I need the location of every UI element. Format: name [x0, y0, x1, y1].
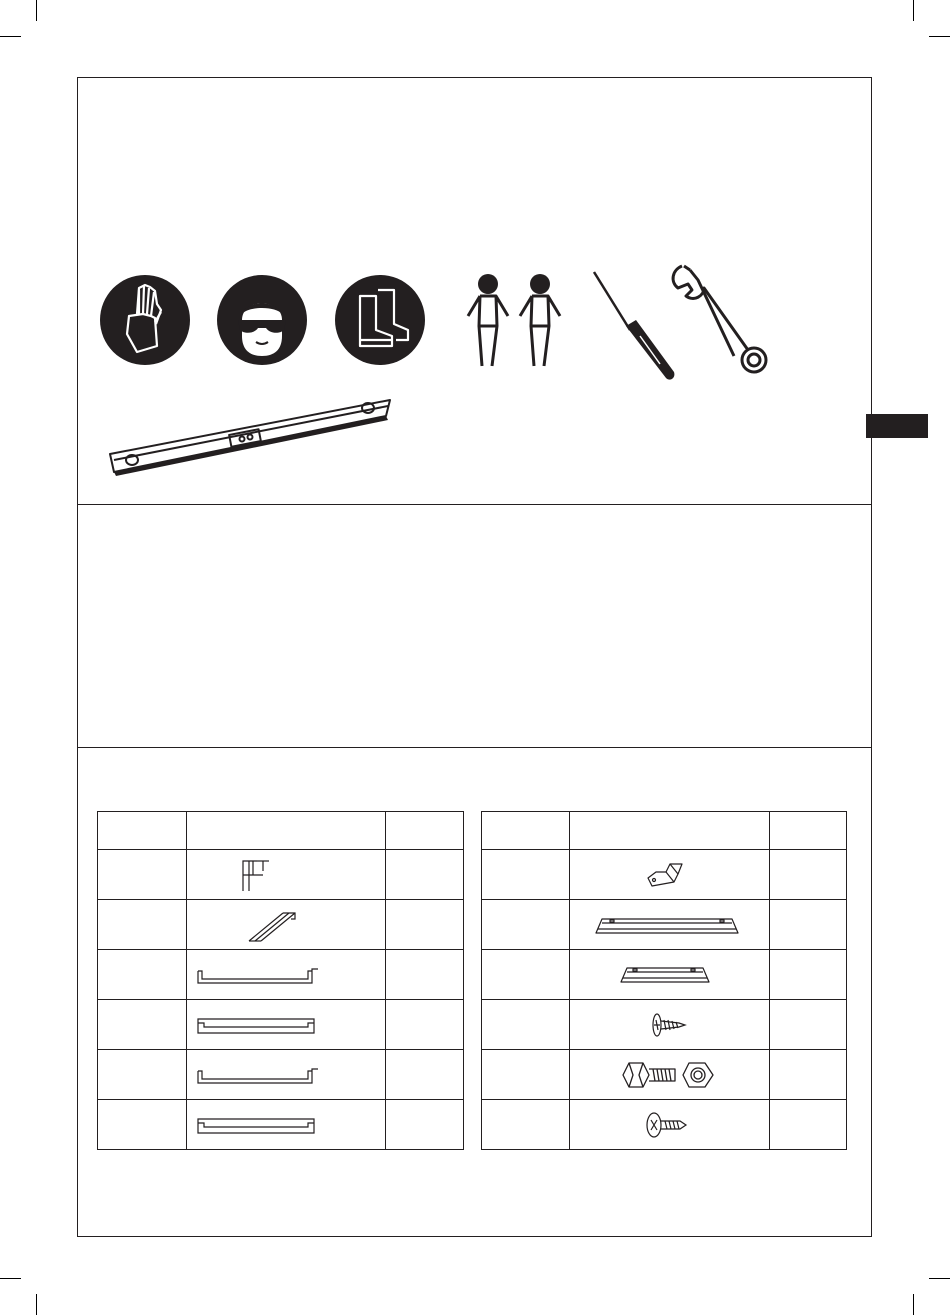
part-quantity: [770, 950, 847, 1000]
channel-bar-icon: [196, 1013, 376, 1037]
table-row: [482, 1000, 847, 1050]
table-row: [98, 1000, 464, 1050]
part-id: [98, 850, 187, 900]
part-quantity: [386, 850, 464, 900]
gloves-icon: [99, 274, 191, 366]
table-header-row: [98, 812, 464, 850]
part-quantity: [386, 1100, 464, 1150]
rail-profile-icon: [247, 907, 307, 943]
header-part-image: [186, 812, 386, 850]
part-image: [569, 1050, 770, 1100]
part-quantity: [770, 1000, 847, 1050]
language-tab: [866, 414, 928, 438]
header-quantity: [386, 812, 464, 850]
part-quantity: [386, 900, 464, 950]
part-image: [569, 900, 770, 950]
wrench-icon: [668, 260, 772, 376]
table-row: [98, 1100, 464, 1150]
part-image: [569, 950, 770, 1000]
part-id: [482, 1000, 570, 1050]
table-row: [482, 950, 847, 1000]
table-row: [482, 1100, 847, 1150]
part-quantity: [770, 1100, 847, 1150]
crop-mark: [36, 1294, 37, 1315]
crop-mark: [0, 1278, 21, 1279]
part-id: [98, 1100, 187, 1150]
part-quantity: [386, 1000, 464, 1050]
channel-bar-flanged-icon: [196, 1063, 376, 1087]
self-tapping-screw-icon: [649, 1010, 689, 1040]
table-row: [98, 900, 464, 950]
part-image: [569, 1000, 770, 1050]
part-id: [482, 950, 570, 1000]
safety-glasses-icon: [216, 274, 308, 366]
section-divider: [77, 747, 872, 748]
two-persons-icon: [462, 272, 566, 370]
parts-table-right: [481, 811, 847, 1150]
part-quantity: [770, 900, 847, 950]
corner-bracket-icon: [239, 857, 299, 893]
table-row: [98, 1050, 464, 1100]
crop-mark: [913, 1294, 914, 1315]
part-id: [98, 950, 187, 1000]
section-divider: [77, 504, 872, 505]
channel-bar-icon: [196, 1113, 376, 1137]
table-row: [98, 950, 464, 1000]
part-quantity: [770, 1050, 847, 1100]
crop-mark: [929, 36, 950, 37]
part-id: [98, 1000, 187, 1050]
crop-mark: [0, 36, 21, 37]
part-image: [186, 1050, 386, 1100]
part-image: [186, 1000, 386, 1050]
header-part-id: [98, 812, 187, 850]
bent-plate-icon: [644, 860, 694, 890]
crop-mark: [913, 0, 914, 21]
crop-mark: [36, 0, 37, 21]
part-id: [482, 1050, 570, 1100]
part-image: [186, 1100, 386, 1150]
table-row: [482, 900, 847, 950]
part-image: [186, 950, 386, 1000]
part-quantity: [386, 1050, 464, 1100]
part-id: [482, 900, 570, 950]
spirit-level-icon: [106, 394, 396, 478]
part-image: [186, 900, 386, 950]
short-strip-icon: [619, 964, 719, 986]
part-quantity: [770, 850, 847, 900]
self-drilling-screw-icon: [644, 1110, 694, 1140]
part-image: [569, 1100, 770, 1150]
table-row: [482, 850, 847, 900]
parts-table-left: [97, 811, 464, 1150]
safety-boots-icon: [334, 274, 426, 366]
header-part-id: [482, 812, 570, 850]
bolt-and-nut-icon: [619, 1055, 719, 1095]
long-strip-icon: [594, 913, 744, 937]
part-image: [186, 850, 386, 900]
part-quantity: [386, 950, 464, 1000]
header-part-image: [569, 812, 770, 850]
table-header-row: [482, 812, 847, 850]
part-id: [482, 850, 570, 900]
part-image: [569, 850, 770, 900]
part-id: [98, 1050, 187, 1100]
part-id: [98, 900, 187, 950]
table-row: [98, 850, 464, 900]
part-id: [482, 1100, 570, 1150]
header-quantity: [770, 812, 847, 850]
crop-mark: [929, 1278, 950, 1279]
channel-bar-flanged-icon: [196, 963, 376, 987]
table-row: [482, 1050, 847, 1100]
